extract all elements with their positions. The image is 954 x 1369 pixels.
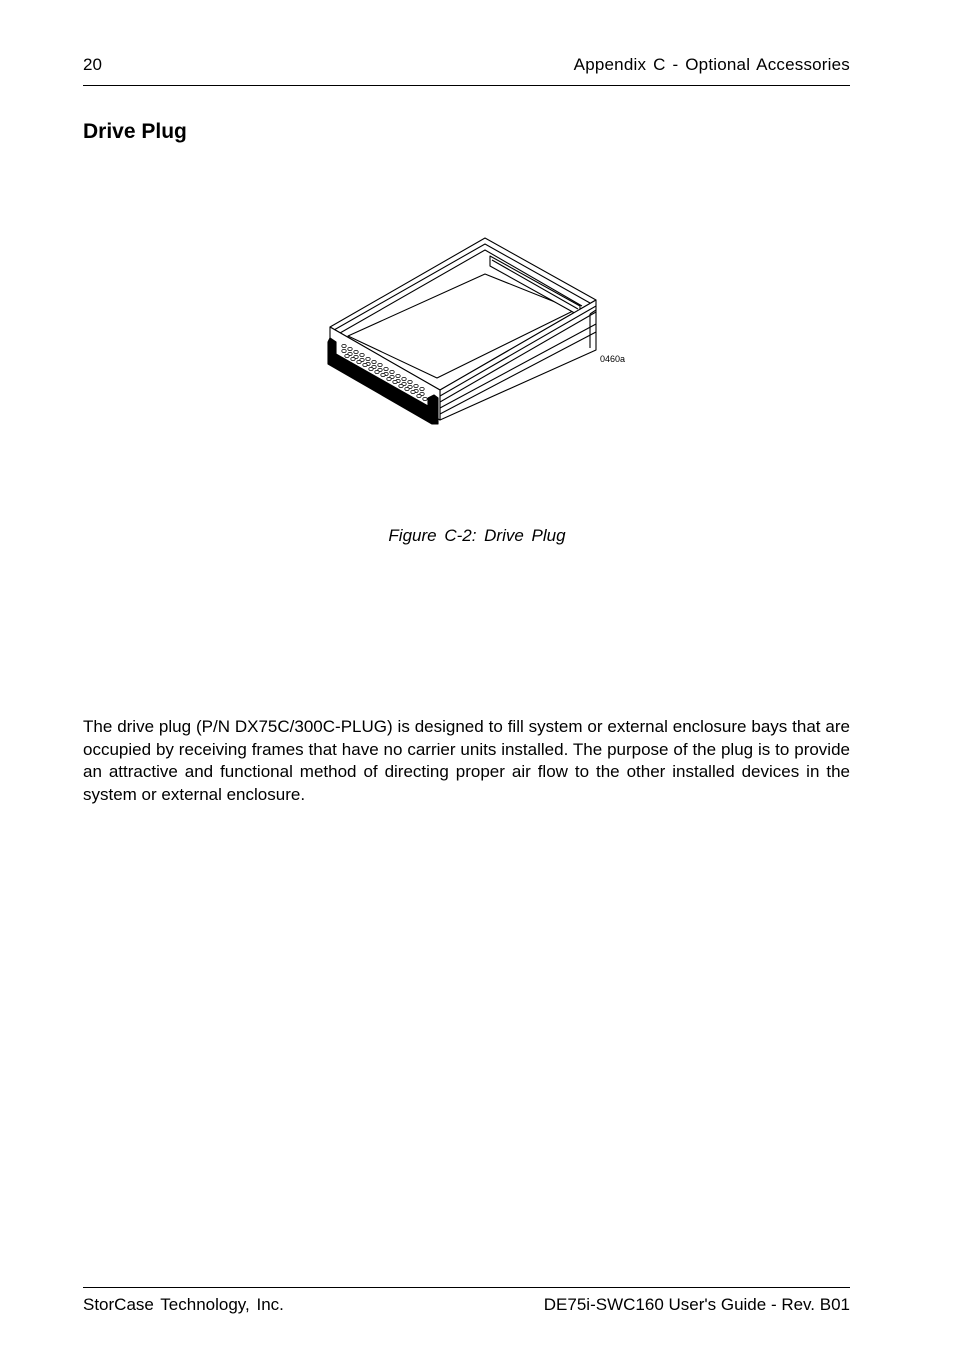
figure-art-id: 0460a [600,354,626,364]
body-paragraph: The drive plug (P/N DX75C/300C-PLUG) is designed to fill system or external enclosure bays that are occupied by receiving frames that have no carrier units installed. The purpose of the plug is to provide an attractive and functional method of directing proper air flow to the other installed devices in the system or external enclosure. [83,717,850,804]
figure-caption: Figure C-2: Drive Plug [388,526,566,545]
page-footer [83,1287,850,1322]
drive-plug-illustration [320,230,640,430]
page-number: 20 [83,55,102,74]
section-heading: Drive Plug [83,120,187,143]
running-title: Appendix C - Optional Accessories [573,55,850,74]
drive-plug-figure [320,230,640,430]
page-header [83,53,850,86]
footer-company: StorCase Technology, Inc. [83,1295,284,1314]
footer-doc-title: DE75i-SWC160 User's Guide - Rev. B01 [543,1295,850,1314]
